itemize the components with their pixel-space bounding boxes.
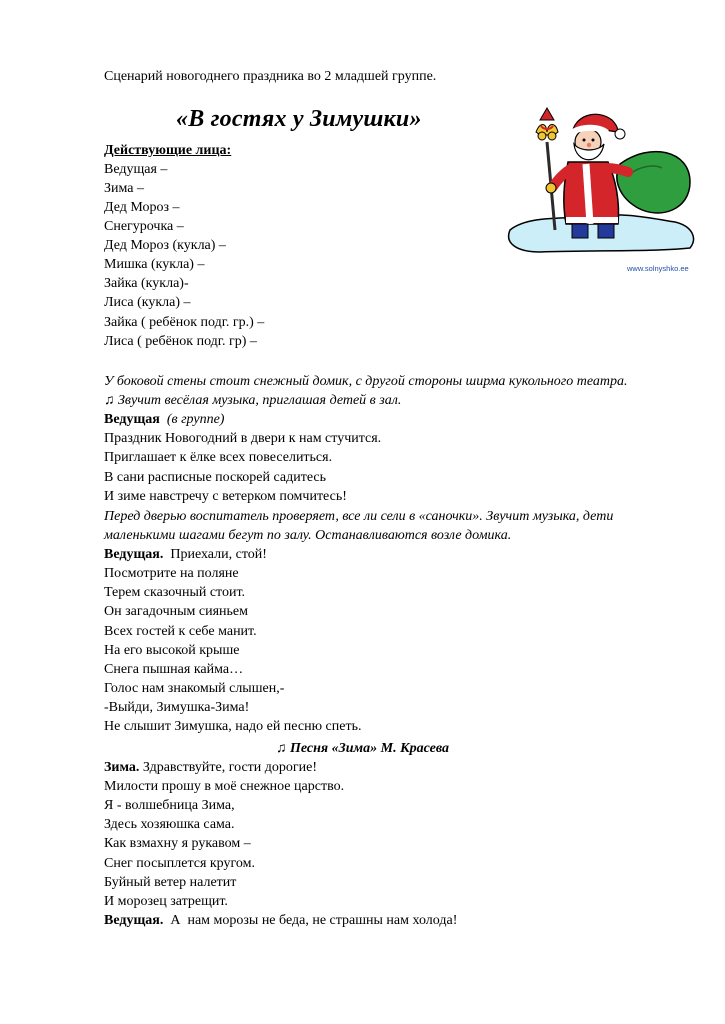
speaker-label: Зима.: [104, 760, 140, 775]
character-item: Лиса (кукла) –: [104, 295, 191, 310]
song-title: ♫ Песня «Зима» М. Красева: [276, 741, 449, 756]
speaker-text: Здравствуйте, гости дорогие!: [139, 760, 318, 775]
poem-line: Не слышит Зимушка, надо ей песню спеть.: [104, 719, 362, 734]
poem-line: Посмотрите на поляне: [104, 566, 239, 581]
character-item: Зайка (кукла)-: [104, 276, 189, 291]
poem-line: Снег посыплется кругом.: [104, 856, 255, 871]
poem-line: Приглашает к ёлке всех повеселиться.: [104, 450, 333, 465]
poem-line: Здесь хозяюшка сама.: [104, 817, 235, 832]
character-item: Мишка (кукла) –: [104, 257, 205, 272]
stage-direction: У боковой стены стоит снежный домик, с другой стороны ширма кукольного театра.: [104, 374, 628, 389]
poem-line: Снега пышная кайма…: [104, 662, 244, 677]
santa-claus-illustration: [500, 102, 700, 262]
stage-direction: Перед дверью воспитатель проверяет, все ли сели в «саночки». Звучит музыка, дети: [104, 509, 614, 524]
illustration-credit: www.solnyshko.ee: [627, 264, 689, 273]
speaker-label: Ведущая: [104, 412, 160, 427]
stage-direction: маленькими шагами бегут по залу. Останавливаются возле домика.: [104, 528, 512, 543]
character-item: Зайка ( ребёнок подг. гр.) –: [104, 315, 265, 330]
document-subtitle: Сценарий новогоднего праздника во 2 младшей группе.: [104, 69, 437, 84]
poem-line: В сани расписные поскорей садитесь: [104, 470, 327, 485]
poem-line: И зиме навстречу с ветерком помчитесь!: [104, 489, 347, 504]
speaker-text: Приехали, стой!: [163, 547, 267, 562]
speaker-line: [104, 912, 457, 931]
speaker-label: Ведущая.: [104, 547, 164, 562]
poem-line: -Выйди, Зимушка-Зима!: [104, 700, 250, 715]
poem-line: Терем сказочный стоит.: [104, 585, 246, 600]
poem-line: Я - волшебница Зима,: [104, 798, 235, 813]
character-item: Зима –: [104, 181, 144, 196]
speaker-line: [104, 759, 317, 778]
character-item: Снегурочка –: [104, 219, 184, 234]
character-item: Дед Мороз –: [104, 200, 180, 215]
music-cue: ♫ Звучит весёлая музыка, приглашая детей в зал.: [104, 393, 402, 408]
poem-line: Всех гостей к себе манит.: [104, 624, 257, 639]
poem-line: Праздник Новогодний в двери к нам стучится.: [104, 431, 382, 446]
poem-line: И морозец затрещит.: [104, 894, 228, 909]
speaker-label: Ведущая.: [104, 913, 164, 928]
speaker-note: (в группе): [166, 412, 225, 427]
poem-line: Милости прошу в моё снежное царство.: [104, 779, 345, 794]
characters-heading: Действующие лица:: [104, 143, 232, 158]
character-item: Дед Мороз (кукла) –: [104, 238, 226, 253]
poem-line: Как взмахну я рукавом –: [104, 836, 251, 851]
character-item: Ведущая –: [104, 162, 168, 177]
character-item: Лиса ( ребёнок подг. гр) –: [104, 334, 257, 349]
poem-line: Голос нам знакомый слышен,-: [104, 681, 285, 696]
poem-line: Буйный ветер налетит: [104, 875, 237, 890]
document-title: «В гостях у Зимушки»: [176, 106, 422, 132]
speaker-line: [104, 411, 224, 430]
poem-line: На его высокой крыше: [104, 643, 240, 658]
speaker-text: А нам морозы не беда, не страшны нам холода!: [163, 913, 458, 928]
poem-line: Он загадочным сияньем: [104, 604, 248, 619]
speaker-line: [104, 546, 267, 565]
